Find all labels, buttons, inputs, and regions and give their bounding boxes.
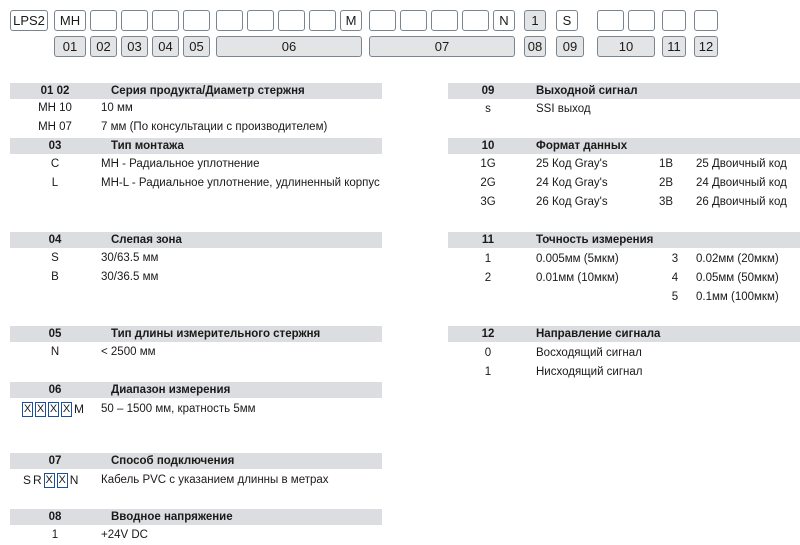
placeholder-x: X	[45, 473, 53, 486]
option-desc: 0.02мм (20мкм)	[696, 253, 779, 265]
section-code: 05	[48, 328, 62, 340]
section-title: Направление сигнала	[536, 328, 661, 340]
section-header-06	[10, 382, 382, 398]
code-box-empty	[662, 10, 686, 31]
option-code: 1B	[658, 158, 674, 170]
section-header-11	[448, 232, 800, 248]
section-title: Вводное напряжение	[111, 511, 233, 523]
option-desc: 0.05мм (50мкм)	[696, 272, 779, 284]
section-title: Серия продукта/Диаметр стержня	[111, 85, 305, 97]
position-box-09: 09	[556, 36, 584, 57]
position-box-12: 12	[694, 36, 718, 57]
option-desc: 0.01мм (10мкм)	[536, 272, 619, 284]
position-box-06: 06	[216, 36, 362, 57]
code-box-empty	[247, 10, 274, 31]
section-title: Способ подключения	[111, 455, 235, 467]
connection-code-pattern	[23, 472, 80, 488]
option-desc: 25 Код Gray's	[536, 158, 608, 170]
option-code: 1	[484, 253, 492, 265]
code-box-m: M	[340, 10, 362, 31]
option-code: 5	[671, 291, 679, 303]
section-header-05	[10, 326, 382, 342]
code-box-empty	[597, 10, 624, 31]
section-title: Выходной сигнал	[536, 85, 638, 97]
placeholder-x: X	[58, 473, 66, 486]
option-desc: 24 Двоичный код	[696, 177, 787, 189]
section-header-0102	[10, 83, 382, 99]
code-box-empty	[90, 10, 117, 31]
option-code: 1	[51, 529, 59, 541]
section-code: 11	[481, 234, 495, 246]
code-box-empty	[121, 10, 148, 31]
range-suffix: M	[74, 401, 84, 416]
connection-letter: N	[69, 472, 79, 487]
section-code: 03	[48, 140, 62, 152]
code-box-empty	[462, 10, 489, 31]
position-box-03: 03	[121, 36, 148, 57]
option-desc: Кабель PVC с указанием длинны в метрах	[101, 474, 329, 486]
section-code: 10	[481, 140, 495, 152]
option-code: 3B	[658, 196, 674, 208]
option-code: s	[485, 103, 491, 115]
code-box-empty	[400, 10, 427, 31]
section-title: Тип длины измерительного стержня	[111, 328, 321, 340]
option-code: N	[50, 346, 60, 358]
section-title: Точность измерения	[536, 234, 654, 246]
option-desc: 24 Код Gray's	[536, 177, 608, 189]
code-box-empty	[309, 10, 336, 31]
option-code: L	[51, 177, 59, 189]
option-desc: 0.005мм (5мкм)	[536, 253, 619, 265]
section-code: 12	[481, 328, 495, 340]
code-box-empty	[183, 10, 210, 31]
position-box-08: 08	[524, 36, 546, 57]
position-box-07: 07	[369, 36, 515, 57]
section-header-12	[448, 326, 800, 342]
option-desc: +24V DC	[101, 529, 148, 541]
placeholder-x: X	[23, 402, 32, 415]
connection-letter: S	[23, 472, 32, 487]
code-box-lps2: LPS2	[10, 10, 48, 31]
option-code: B	[51, 271, 59, 283]
code-box-s: S	[556, 10, 578, 31]
code-box-mh: MH	[54, 10, 86, 31]
position-box-11: 11	[662, 36, 686, 57]
option-desc: 25 Двоичный код	[696, 158, 787, 170]
section-header-08	[10, 509, 382, 525]
option-desc: 26 Двоичный код	[696, 196, 787, 208]
position-box-01: 01	[54, 36, 86, 57]
option-code: C	[50, 158, 60, 170]
option-code: 1G	[480, 158, 496, 170]
option-code: 2G	[480, 177, 496, 189]
connection-letter: R	[33, 472, 42, 487]
option-desc: 7 мм (По консультации с производителем)	[101, 121, 328, 133]
option-desc: 30/63.5 мм	[101, 252, 159, 264]
code-box-one: 1	[524, 10, 546, 31]
section-header-10	[448, 138, 800, 154]
option-code: 0	[484, 347, 492, 359]
code-box-empty	[628, 10, 655, 31]
placeholder-x: X	[49, 402, 58, 415]
position-box-10: 10	[597, 36, 655, 57]
option-desc: MH-L - Радиальное уплотнение, удлиненный корпус	[101, 177, 380, 189]
option-desc: 30/36.5 мм	[101, 271, 159, 283]
section-title: Тип монтажа	[111, 140, 184, 152]
option-desc: Нисходящий сигнал	[536, 366, 643, 378]
code-box-empty	[278, 10, 305, 31]
option-code: MH 07	[38, 121, 72, 133]
option-code: 3G	[480, 196, 496, 208]
option-code: 2	[484, 272, 492, 284]
option-code: 4	[671, 272, 679, 284]
code-box-empty	[369, 10, 396, 31]
option-desc: 0.1мм (100мкм)	[696, 291, 779, 303]
code-box-n: N	[493, 10, 515, 31]
section-title: Слепая зона	[111, 234, 182, 246]
section-code: 09	[481, 85, 495, 97]
option-code: 1	[484, 366, 492, 378]
section-header-09	[448, 83, 800, 99]
code-box-empty	[216, 10, 243, 31]
option-desc: SSI выход	[536, 103, 591, 115]
section-code: 08	[48, 511, 62, 523]
option-code: 2B	[658, 177, 674, 189]
position-box-02: 02	[90, 36, 117, 57]
section-title: Формат данных	[536, 140, 628, 152]
option-code: S	[51, 252, 59, 264]
position-box-05: 05	[183, 36, 210, 57]
section-header-04	[10, 232, 382, 248]
option-desc: Восходящий сигнал	[536, 347, 642, 359]
section-code: 06	[48, 384, 62, 396]
option-desc: MH - Радиальное уплотнение	[101, 158, 260, 170]
section-title: Диапазон измерения	[111, 384, 231, 396]
placeholder-x: X	[62, 402, 71, 415]
option-desc: 50 – 1500 мм, кратность 5мм	[101, 403, 256, 415]
range-code-pattern	[22, 401, 86, 417]
option-code: MH 10	[38, 102, 72, 114]
option-desc: 10 мм	[101, 102, 133, 114]
code-box-empty	[694, 10, 718, 31]
section-header-07	[10, 453, 382, 469]
option-code: 3	[671, 253, 679, 265]
section-code: 07	[48, 455, 62, 467]
code-box-empty	[431, 10, 458, 31]
section-header-03	[10, 138, 382, 154]
section-code: 04	[48, 234, 62, 246]
option-desc: 26 Код Gray's	[536, 196, 608, 208]
position-box-04: 04	[152, 36, 179, 57]
section-code: 01 02	[40, 85, 70, 97]
code-box-empty	[152, 10, 179, 31]
option-desc: < 2500 мм	[101, 346, 156, 358]
placeholder-x: X	[36, 402, 45, 415]
